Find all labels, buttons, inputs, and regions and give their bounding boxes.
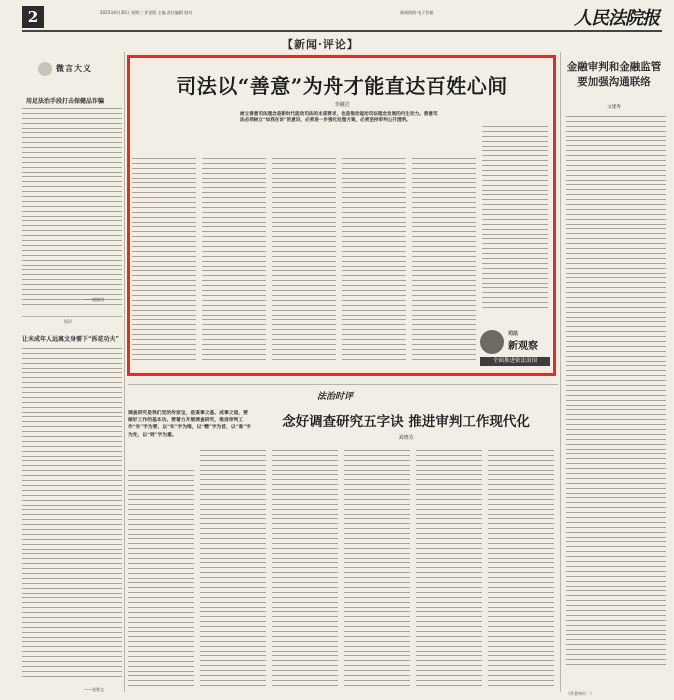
- lower-byline: 刘晓芬: [398, 435, 414, 441]
- right-article-body: [566, 116, 666, 696]
- article-body-col-2: [202, 158, 266, 368]
- brand-name: 新观察: [508, 341, 538, 352]
- lower-quote: 调查研究是我们党的传家宝，是谋事之基、成事之道，要做好工作的基本功。要着力开展调查研究，推进审判工作“实”字为要、以“实”字为唯，以“精”字为首，以“准”字为先，以“效”字为重。: [128, 410, 251, 438]
- article-title-1: 用足法治手段打击保健品诈骗: [26, 98, 105, 105]
- page-number: 2: [27, 8, 39, 26]
- column-brand-logo: [480, 328, 550, 368]
- lower-headline: 念好调查研究五字诀 推进审判工作现代化: [282, 414, 530, 430]
- article-title-2: 让未成年人远离文身需下“拆花功夫”: [22, 336, 119, 343]
- page-header: [0, 0, 674, 36]
- brand-small: 司法: [508, 331, 519, 337]
- article-byline: 李融岩: [334, 102, 350, 108]
- featured-article: [132, 60, 552, 372]
- article-headline: 司法以“善意”为舟才能直达百姓心间: [176, 74, 508, 98]
- page-number-badge: [22, 6, 44, 28]
- brand-slogan: 全面推进依法治国: [480, 357, 550, 366]
- brand-emblem: [480, 330, 504, 354]
- article-body-col-6: [482, 126, 548, 316]
- lower-section: [128, 386, 558, 700]
- article-body-col-5: [412, 158, 476, 368]
- right-article-byline: 文建秀: [607, 105, 621, 110]
- article-body-col-3: [272, 158, 336, 368]
- column-badge: [22, 60, 122, 78]
- right-author-note: （作者单位：）: [566, 691, 594, 696]
- article-body-col-1: [132, 158, 196, 368]
- article-lead: 树立善意司法理念是新时代能动司法的本质要求，也是推动能动司法理念发展的内生动力。善意司法必须树立“如我在诉”的意识，必须进一步强化处理方案，必须坚持审判公开透明。: [240, 112, 438, 124]
- right-article-title: 金融审判和金融监管要加强沟通联络: [566, 61, 662, 88]
- lower-body-col-1: [128, 470, 194, 694]
- lower-body-col-4: [344, 450, 410, 694]
- section-tag: [303, 388, 383, 402]
- article-body-2: [22, 348, 122, 688]
- article-body-col-4: [342, 158, 406, 368]
- lower-body-col-6: [488, 450, 554, 694]
- header-contact: 新闻热线 电子信箱: [400, 10, 434, 15]
- masthead: 人民法院报: [574, 8, 659, 29]
- lower-body-col-2: [200, 450, 266, 694]
- byline-2: ——张智文: [84, 687, 104, 692]
- badge-icon: [38, 62, 52, 76]
- divider-label: 短评: [64, 319, 72, 324]
- byline-1: ——谢晓玥: [84, 297, 104, 302]
- tag-text: 法治时评: [317, 392, 354, 402]
- header-meta: 2025年6月30日 星期三 评论版 主编 责任编辑 校对: [100, 10, 193, 15]
- left-column: [22, 52, 122, 700]
- lower-body-col-3: [272, 450, 338, 694]
- right-column: [566, 52, 666, 700]
- badge-text: 微言大义: [56, 63, 92, 73]
- article-body-1: [22, 108, 122, 313]
- lower-body-col-5: [416, 450, 482, 694]
- section-title: 【新闻·评论】: [282, 38, 359, 51]
